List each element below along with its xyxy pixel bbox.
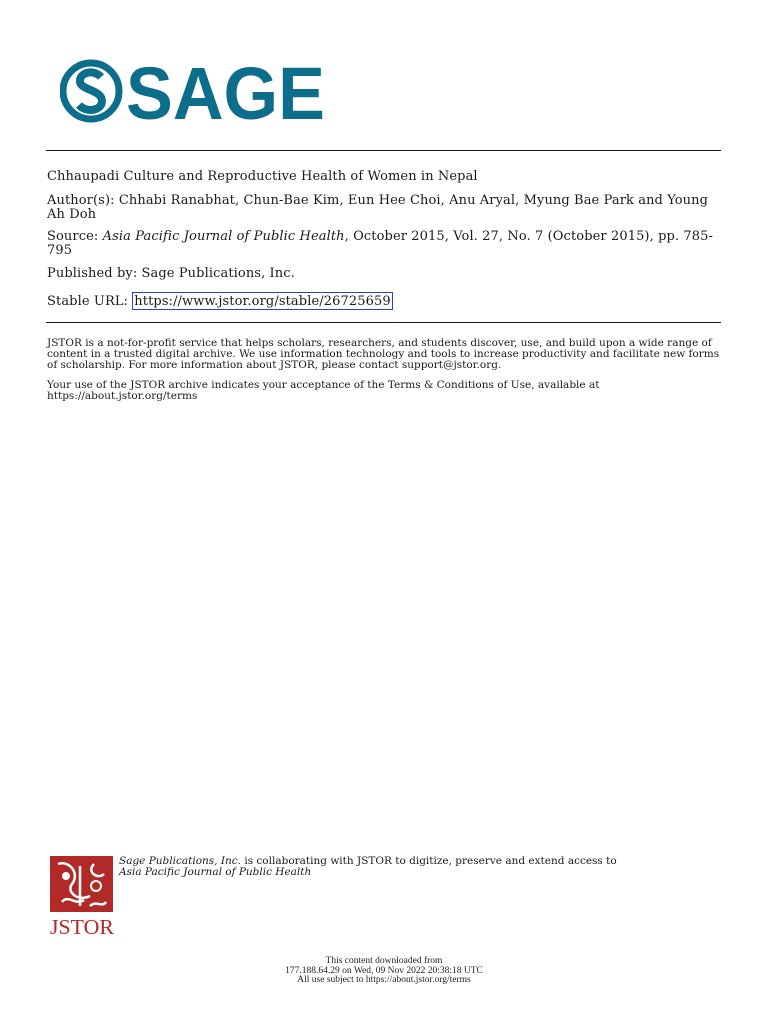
jstor-logo (50, 856, 114, 936)
terms-notice-paragraph: Your use of the JSTOR archive indicates your acceptance of the Terms & Conditions of Use, available at https://about.jstor.org/terms (47, 379, 600, 402)
footer-line-2: 177.188.64.29 on Wed, 09 Nov 2022 20:38:18 UTC (285, 965, 483, 976)
article-authors: Author(s): Chhabi Ranabhat, Chun-Bae Kim, Eun Hee Choi, Anu Aryal, Myung Bae Park and Young Ah Doh (47, 193, 709, 222)
sage-logo (60, 55, 330, 130)
top-rule (46, 150, 721, 151)
article-title: Chhaupadi Culture and Reproductive Health of Women in Nepal (47, 169, 478, 184)
stable-url-link[interactable]: https://www.jstor.org/stable/26725659 (134, 294, 391, 309)
article-source: Source: Asia Pacific Journal of Public Health, October 2015, Vol. 27, No. 7 (October 2015), pp. 785-795 (47, 229, 713, 258)
collab-journal: Asia Pacific Journal of Public Health (119, 866, 312, 878)
jstor-logo-text: JSTOR (50, 915, 114, 936)
middle-rule (46, 322, 721, 323)
sage-logo-s-icon (79, 72, 102, 110)
collab-publisher: Sage Publications, Inc. (119, 855, 241, 867)
stable-url-row: Stable URL: https://www.jstor.org/stable/26725659 (47, 294, 391, 309)
download-footer (0, 957, 768, 986)
footer-line-1: This content downloaded from (325, 956, 443, 966)
jstor-notice-paragraph: JSTOR is a not-for-profit service that helps scholars, researchers, and students discover, use, and build upon a wide range of content in a trusted digital archive. We use information technology and tools to increase productivity and facilitate new forms of scholarship. For more information about JSTOR, please contact support@jstor.org. (47, 337, 720, 371)
sage-logo-text: SAGE (126, 55, 325, 130)
journal-name: Asia Pacific Journal of Public Health (102, 229, 345, 244)
article-publisher: Published by: Sage Publications, Inc. (47, 266, 295, 281)
collaboration-notice: Sage Publications, Inc. is collaborating with JSTOR to digitize, preserve and extend access to Asia Pacific Journal of Public Health (119, 855, 617, 878)
footer-line-3: All use subject to https://about.jstor.org/terms (297, 975, 471, 985)
